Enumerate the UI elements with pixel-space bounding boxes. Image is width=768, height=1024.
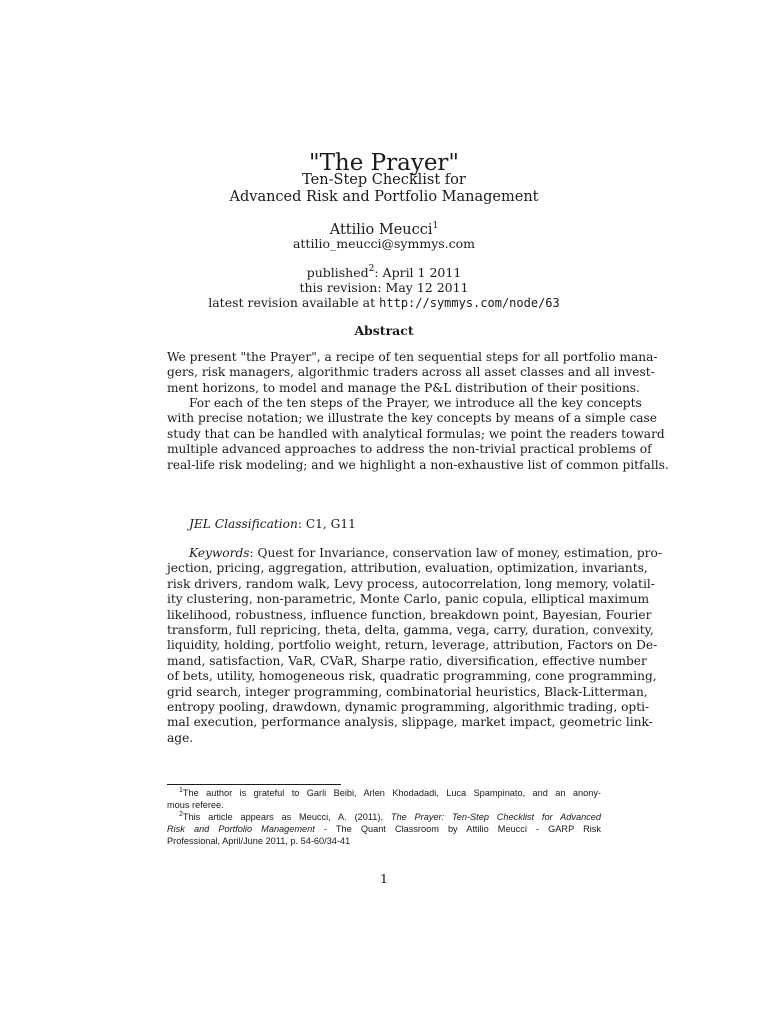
keywords-line: ity clustering, non-parametric, Monte Carlo, panic copula, elliptical maximum: [167, 592, 650, 607]
footnote-2-line: [167, 811, 601, 823]
published-label: published: [306, 265, 369, 280]
abstract-p1-line: gers, risk managers, algorithmic traders across all asset classes and all invest-: [167, 365, 655, 380]
footnote-1-line: mous referee.: [167, 800, 224, 810]
abstract-p1-line: We present "the Prayer", a recipe of ten sequential steps for all portfolio mana-: [167, 350, 658, 364]
footnote-1-text: The author is grateful to Garli Beibi, Arlen Khodadadi, Luca Spampinato, and an anony-: [182, 788, 601, 798]
abstract-paragraph-2: [167, 396, 669, 473]
abstract-p2-line: real-life risk modeling; and we highlight a non-exhaustive list of common pitfalls.: [167, 457, 669, 472]
footnote-2-citation-title: Risk and Portfolio Management: [167, 824, 315, 834]
jel-value: : C1, G11: [297, 517, 356, 531]
author-email: attilio_meucci@symmys.com: [292, 236, 476, 251]
footnote-2-mark: 2: [179, 811, 183, 818]
paper-subtitle-line1: Ten-Step Checklist for: [302, 172, 466, 188]
latest-revision-url[interactable]: http://symmys.com/node/63: [379, 296, 560, 310]
footnote-1: [167, 787, 601, 811]
footnote-1-line: [167, 787, 601, 799]
footnote-2-line: Professional, April/June 2011, p. 54-60/34-41: [167, 836, 351, 846]
keywords-line: mand, satisfaction, VaR, CVaR, Sharpe ratio, diversification, effective number: [167, 653, 647, 668]
footnote-rule: [167, 784, 341, 785]
published-line: [0, 265, 768, 281]
keywords-line: jection, pricing, aggregation, attribution, evaluation, optimization, invariants,: [167, 561, 648, 576]
jel-label: JEL Classification: [189, 517, 298, 531]
keywords-line: transform, full repricing, theta, delta, gamma, vega, carry, duration, convexity,: [167, 622, 654, 637]
abstract-p2-line: multiple advanced approaches to address the non-trivial practical problems of: [167, 442, 652, 457]
footnote-2-text: - The Quant Classroom by Attilio Meucci - GARP Risk: [314, 824, 601, 834]
keywords-line: [167, 546, 662, 561]
keywords-line: liquidity, holding, portfolio weight, return, leverage, attribution, Factors on De-: [167, 638, 658, 653]
jel-classification: [189, 517, 356, 532]
abstract-p2-line: For each of the ten steps of the Prayer, we introduce all the key concepts: [189, 396, 642, 410]
footnote-1-mark: 1: [179, 787, 183, 794]
abstract-heading: Abstract: [354, 323, 414, 338]
keywords-line: age.: [167, 730, 194, 745]
author-footnote-mark: 1: [432, 221, 439, 231]
published-date: : April 1 2011: [374, 265, 462, 280]
keywords-label: Keywords: [189, 546, 250, 560]
abstract-paragraph-1: [167, 350, 658, 396]
footnote-2-line: [167, 823, 601, 835]
keywords-line: risk drivers, random walk, Levy process, autocorrelation, long memory, volatil-: [167, 576, 655, 591]
abstract-p2-line: with precise notation; we illustrate the key concepts by means of a simple case: [167, 411, 658, 426]
keywords-line: grid search, integer programming, combinatorial heuristics, Black-Litterman,: [167, 684, 648, 699]
published-footnote-mark: 2: [368, 264, 375, 274]
abstract-p2-line: study that can be handled with analytical formulas; we point the readers toward: [167, 426, 665, 441]
paper-subtitle-line2: Advanced Risk and Portfolio Management: [229, 189, 539, 205]
footnote-2-text: This article appears as Meucci, A. (2011),: [182, 812, 391, 822]
keywords-line: of bets, utility, homogeneous risk, quadratic programming, cone programming,: [167, 669, 657, 684]
keywords-line: likelihood, robustness, influence function, breakdown point, Bayesian, Fourier: [167, 607, 652, 622]
keywords-line: mal execution, performance analysis, slippage, market impact, geometric link-: [167, 715, 653, 730]
keywords-text: : Quest for Invariance, conservation law of money, estimation, pro-: [249, 546, 662, 560]
abstract-p1-line: ment horizons, to model and manage the P&L distribution of their positions.: [167, 380, 640, 395]
footnote-2: [167, 811, 601, 847]
latest-revision-line: [0, 295, 768, 311]
keywords-paragraph: [167, 546, 662, 746]
latest-revision-label: latest revision available at: [208, 295, 380, 310]
page-number: 1: [380, 871, 388, 886]
revision-line: this revision: May 12 2011: [299, 280, 469, 295]
keywords-line: entropy pooling, drawdown, dynamic programming, algorithmic trading, opti-: [167, 699, 650, 714]
paper-title: "The Prayer": [308, 150, 460, 176]
author-name: Attilio Meucci: [329, 222, 433, 238]
footnote-2-citation-title: The Prayer: Ten-Step Checklist for Advanced: [390, 812, 601, 822]
